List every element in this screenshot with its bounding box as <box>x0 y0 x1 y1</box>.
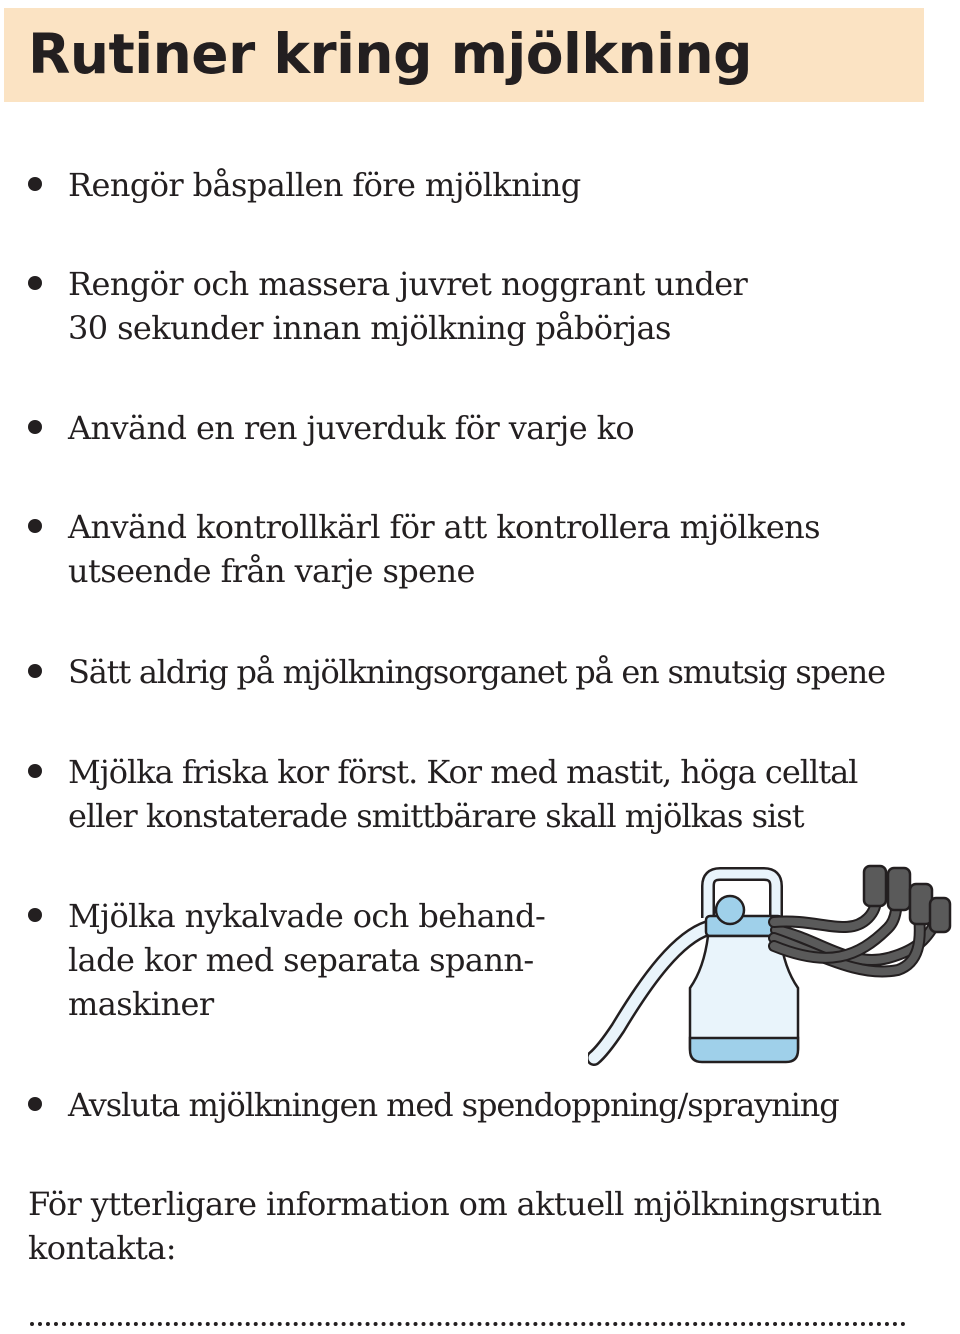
footer-line: För ytterligare information om aktuell mjölkningsrutin <box>28 1185 882 1223</box>
list-item-line: 30 sekunder innan mjölkning påbörjas <box>68 309 671 347</box>
list-item-text <box>68 650 885 694</box>
bullet-icon <box>28 519 42 533</box>
footer-line: kontakta: <box>28 1229 176 1267</box>
footer-text <box>28 1182 882 1270</box>
list-item-line: Rengör båspallen före mjölkning <box>68 166 581 204</box>
list-item-text <box>68 505 820 593</box>
bullet-icon <box>28 420 42 434</box>
list-item-text <box>68 406 634 450</box>
list-item-line: maskiner <box>68 985 214 1023</box>
list-item-text <box>68 163 581 207</box>
list-item-line: Mjölka friska kor först. Kor med mastit, höga celltal <box>68 753 858 791</box>
bullet-icon <box>28 1097 42 1111</box>
contact-fill-line <box>30 1322 906 1326</box>
bullet-icon <box>28 276 42 290</box>
bullet-icon <box>28 177 42 191</box>
bullet-icon <box>28 664 42 678</box>
list-item-line: utseende från varje spene <box>68 552 475 590</box>
list-item-text <box>68 1083 839 1127</box>
page-title: Rutiner kring mjölkning <box>28 22 753 86</box>
list-item-line: Sätt aldrig på mjölkningsorganet på en smutsig spene <box>68 653 885 691</box>
list-item-line: Använd en ren juverduk för varje ko <box>68 409 635 447</box>
milking-bucket-icon <box>588 858 960 1080</box>
list-item-text <box>68 262 747 350</box>
list-item-line: eller konstaterade smittbärare skall mjölkas sist <box>68 797 804 835</box>
bullet-icon <box>28 908 42 922</box>
list-item-line: Använd kontrollkärl för att kontrollera mjölkens <box>68 508 820 546</box>
bullet-icon <box>28 764 42 778</box>
list-item-line: Avsluta mjölkningen med spendoppning/sprayning <box>68 1086 839 1124</box>
list-item-text <box>68 750 857 838</box>
list-item-line: Rengör och massera juvret noggrant under <box>68 265 748 303</box>
list-item-line: Mjölka nykalvade och behand- <box>68 897 546 935</box>
list-item-text <box>68 894 545 1026</box>
list-item-line: lade kor med separata spann- <box>68 941 534 979</box>
